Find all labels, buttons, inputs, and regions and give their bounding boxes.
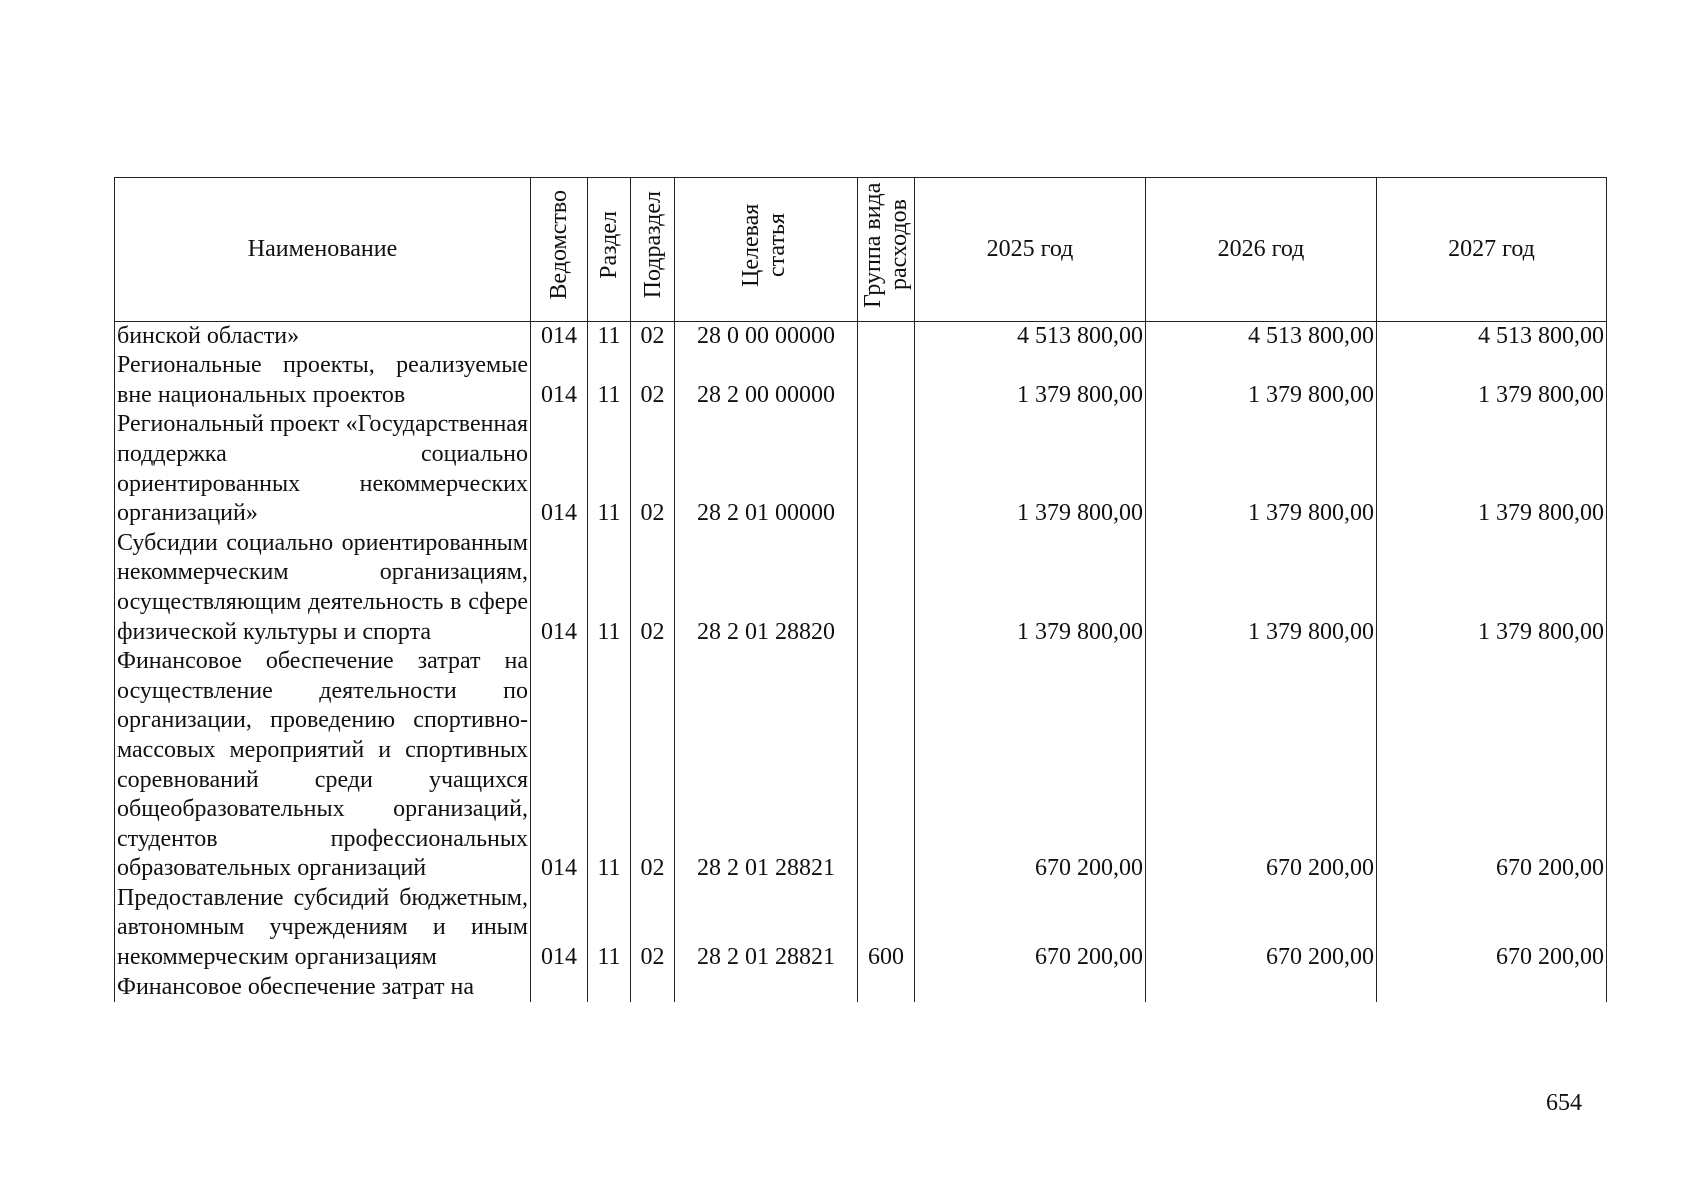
row-gruppa	[858, 647, 915, 884]
row-sum-2027: 1 379 800,00	[1377, 351, 1607, 410]
row-sum-2025: 670 200,00	[915, 647, 1146, 884]
row-sum-2027: 1 379 800,00	[1377, 410, 1607, 528]
table-row	[115, 351, 1607, 410]
table-row	[115, 410, 1607, 528]
row-sum-2025: 1 379 800,00	[915, 529, 1146, 647]
row-celevaya: 28 2 01 00000	[675, 410, 858, 528]
row-sum-2025: 1 379 800,00	[915, 410, 1146, 528]
row-podrazdel: 02	[631, 647, 675, 884]
table-row	[115, 884, 1607, 973]
row-vedomstvo: 014	[531, 351, 588, 410]
row-podrazdel: 02	[631, 529, 675, 647]
row-podrazdel	[631, 973, 675, 1003]
row-celevaya: 28 2 00 00000	[675, 351, 858, 410]
row-vedomstvo: 014	[531, 321, 588, 351]
row-razdel: 11	[588, 351, 631, 410]
row-podrazdel: 02	[631, 351, 675, 410]
row-celevaya: 28 2 01 28820	[675, 529, 858, 647]
row-name: бинской области»	[115, 321, 531, 351]
row-vedomstvo: 014	[531, 410, 588, 528]
row-razdel: 11	[588, 529, 631, 647]
header-celevaya: Целевая статья	[675, 178, 858, 322]
row-gruppa	[858, 351, 915, 410]
header-podrazdel: Подраздел	[631, 178, 675, 322]
row-name: Финансовое обеспечение затрат на осуществление деятельности по организации, проведению спортивно-массовых мероприятий и спортивных соревнований среди учащихся общеобразовательных организаций, студентов профессиональных образовательных организаций	[115, 647, 531, 884]
row-razdel: 11	[588, 884, 631, 973]
row-name: Субсидии социально ориентированным некоммерческим организациям, осуществляющим деятельность в сфере физической культуры и спорта	[115, 529, 531, 647]
row-celevaya: 28 0 00 00000	[675, 321, 858, 351]
row-celevaya: 28 2 01 28821	[675, 647, 858, 884]
row-sum-2027: 670 200,00	[1377, 647, 1607, 884]
row-sum-2027	[1377, 973, 1607, 1003]
row-sum-2025: 4 513 800,00	[915, 321, 1146, 351]
header-2025: 2025 год	[915, 178, 1146, 322]
header-razdel: Раздел	[588, 178, 631, 322]
row-razdel: 11	[588, 410, 631, 528]
row-name: Предоставление субсидий бюджетным, автономным учреждениям и иным некоммерческим организациям	[115, 884, 531, 973]
row-sum-2025: 1 379 800,00	[915, 351, 1146, 410]
row-sum-2026: 1 379 800,00	[1146, 351, 1377, 410]
table-row	[115, 529, 1607, 647]
row-razdel: 11	[588, 321, 631, 351]
row-vedomstvo: 014	[531, 647, 588, 884]
row-name: Региональные проекты, реализуемые вне национальных проектов	[115, 351, 531, 410]
header-2027: 2027 год	[1377, 178, 1607, 322]
row-sum-2026: 670 200,00	[1146, 647, 1377, 884]
header-gruppa: Группа вида расходов	[858, 178, 915, 322]
row-gruppa	[858, 529, 915, 647]
row-gruppa	[858, 973, 915, 1003]
table-header-row	[115, 178, 1607, 322]
row-sum-2027: 1 379 800,00	[1377, 529, 1607, 647]
row-celevaya	[675, 973, 858, 1003]
row-name: Финансовое обеспечение затрат на	[115, 973, 531, 1003]
table-row	[115, 973, 1607, 1003]
header-vedomstvo: Ведомство	[531, 178, 588, 322]
row-podrazdel: 02	[631, 884, 675, 973]
row-gruppa: 600	[858, 884, 915, 973]
header-2026: 2026 год	[1146, 178, 1377, 322]
row-sum-2025	[915, 973, 1146, 1003]
row-sum-2026: 1 379 800,00	[1146, 529, 1377, 647]
page-number: 654	[1546, 1090, 1582, 1116]
row-vedomstvo	[531, 973, 588, 1003]
row-sum-2026: 1 379 800,00	[1146, 410, 1377, 528]
row-vedomstvo: 014	[531, 529, 588, 647]
row-sum-2026	[1146, 973, 1377, 1003]
row-celevaya: 28 2 01 28821	[675, 884, 858, 973]
table-row	[115, 647, 1607, 884]
row-sum-2027: 670 200,00	[1377, 884, 1607, 973]
row-sum-2025: 670 200,00	[915, 884, 1146, 973]
row-sum-2026: 670 200,00	[1146, 884, 1377, 973]
row-name: Региональный проект «Государственная поддержка социально ориентированных некоммерческих организаций»	[115, 410, 531, 528]
row-podrazdel: 02	[631, 321, 675, 351]
table-body	[115, 321, 1607, 1002]
header-name: Наименование	[115, 178, 531, 322]
budget-table	[114, 177, 1607, 1002]
row-podrazdel: 02	[631, 410, 675, 528]
row-gruppa	[858, 321, 915, 351]
row-gruppa	[858, 410, 915, 528]
row-vedomstvo: 014	[531, 884, 588, 973]
row-sum-2026: 4 513 800,00	[1146, 321, 1377, 351]
row-razdel	[588, 973, 631, 1003]
row-sum-2027: 4 513 800,00	[1377, 321, 1607, 351]
row-razdel: 11	[588, 647, 631, 884]
table-row	[115, 321, 1607, 351]
